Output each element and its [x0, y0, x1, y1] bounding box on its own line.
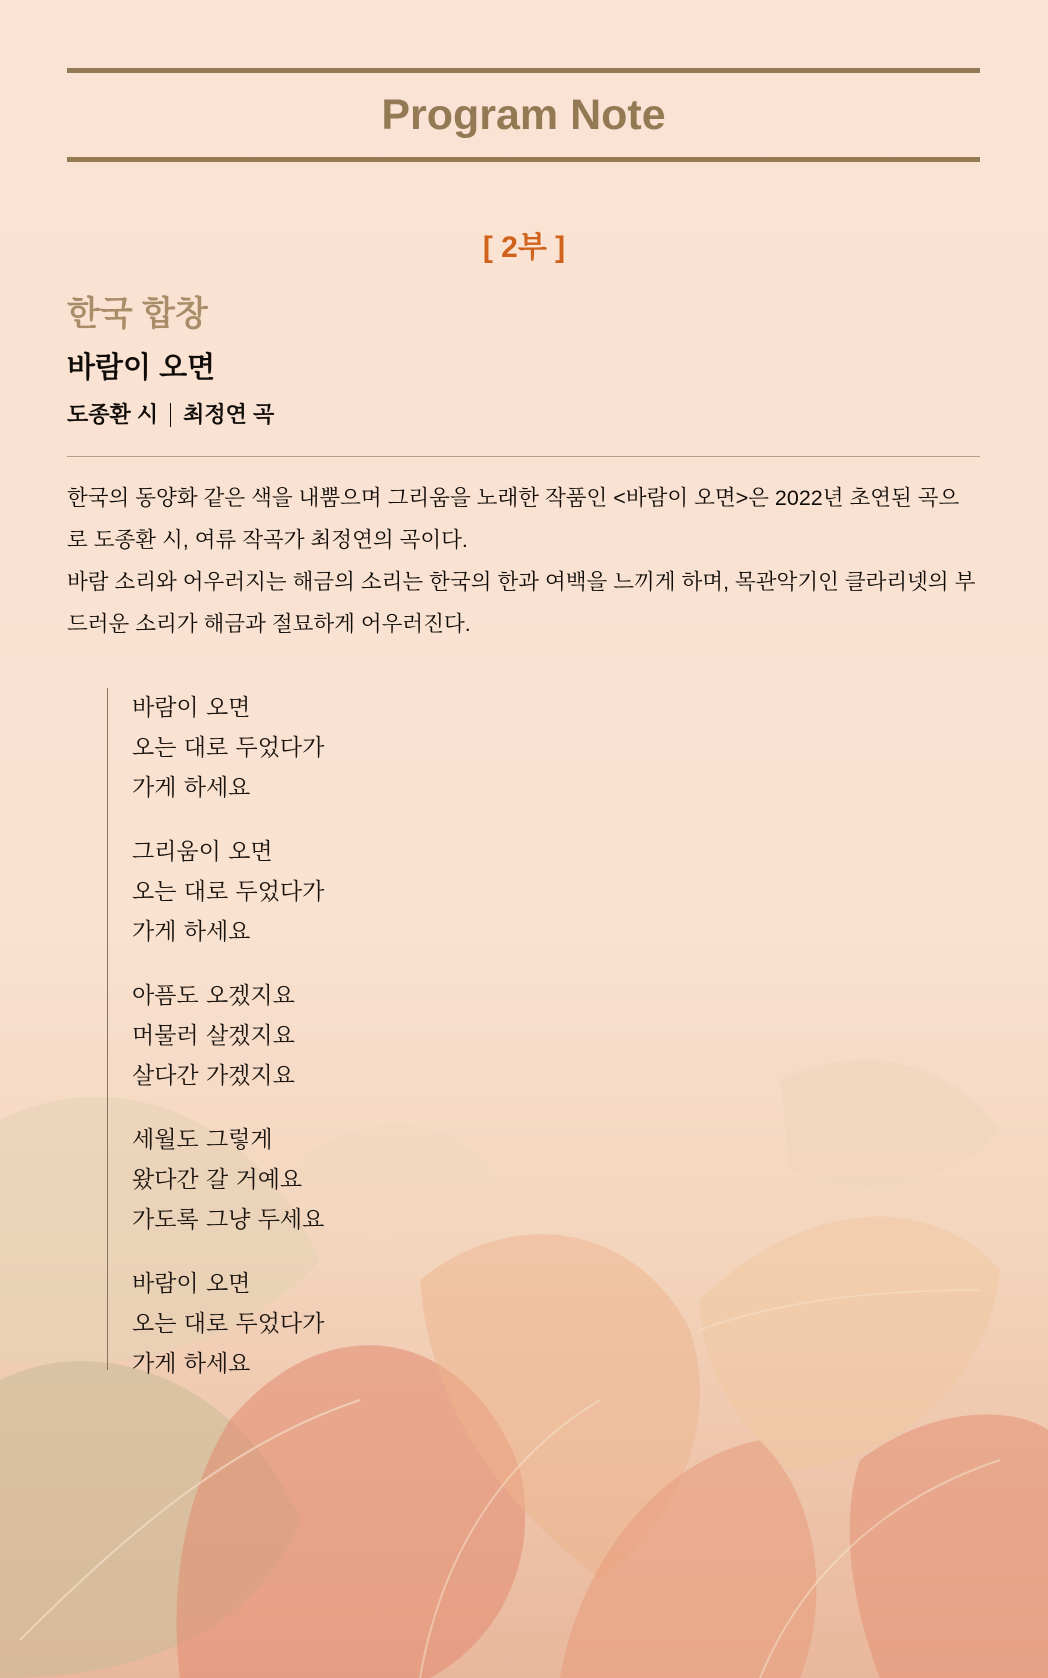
poem-line: 살다간 가겠지요	[132, 1063, 295, 1089]
poem-line: 세월도 그렇게	[132, 1127, 273, 1153]
composer-credit: 최정연 곡	[183, 402, 275, 427]
poem-stanza	[132, 832, 324, 952]
poem-stanza	[132, 1264, 324, 1384]
work-description	[67, 477, 980, 645]
credits	[67, 400, 274, 430]
category-heading: 한국 합창	[67, 295, 208, 333]
poem-line: 바람이 오면	[132, 1271, 251, 1297]
poem-line: 가게 하세요	[132, 919, 251, 945]
poem-line: 가게 하세요	[132, 775, 251, 801]
poem-line: 그리움이 오면	[132, 839, 273, 865]
poem-line: 아픔도 오겠지요	[132, 983, 295, 1009]
work-title: 바람이 오면	[67, 352, 216, 384]
poem-stanza	[132, 688, 324, 808]
poem-stanzas	[132, 688, 324, 1384]
description-paragraph: 한국의 동양화 같은 색을 내뿜으며 그리움을 노래한 작품인 <바람이 오면>은 2022년 초연된 곡으로 도종환 시, 여류 작곡가 최정연의 곡이다.	[67, 486, 960, 552]
poem-line: 왔다간 갈 거예요	[132, 1167, 303, 1193]
description-paragraph: 바람 소리와 어우러지는 해금의 소리는 한국의 한과 여백을 느끼게 하며, 목관악기인 클라리넷의 부드러운 소리가 해금과 절묘하게 어우러진다.	[67, 570, 976, 636]
section-divider	[67, 456, 980, 457]
page-title: Program Note	[381, 91, 666, 139]
credit-separator	[170, 403, 171, 427]
poem-line: 오는 대로 두었다가	[132, 1311, 325, 1337]
poem-line: 오는 대로 두었다가	[132, 879, 325, 905]
title-rule-top	[67, 68, 980, 73]
title-rule-bottom	[67, 157, 980, 162]
part-label: [ 2부 ]	[482, 231, 566, 264]
poem-block	[107, 688, 708, 1377]
poem-line: 가도록 그냥 두세요	[132, 1207, 325, 1233]
poem-stanza	[132, 976, 324, 1096]
poem-line: 머물러 살겠지요	[132, 1023, 295, 1049]
poem-line: 가게 하세요	[132, 1351, 251, 1377]
poem-line: 오는 대로 두었다가	[132, 735, 325, 761]
poem-line: 바람이 오면	[132, 695, 251, 721]
poet-credit: 도종환 시	[67, 402, 159, 427]
poem-stanza	[132, 1120, 324, 1240]
